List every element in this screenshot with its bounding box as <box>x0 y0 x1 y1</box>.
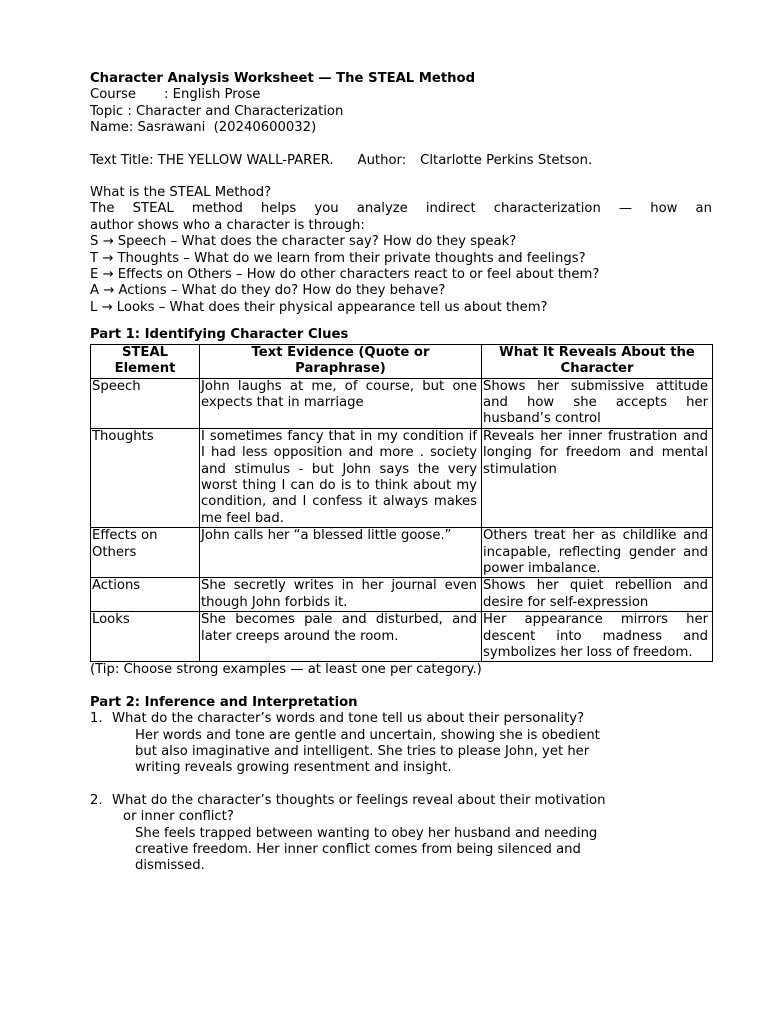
author-label: Author: <box>357 152 407 168</box>
steal-item-speech: S → Speech – What does the character say? How do they speak? <box>90 234 517 250</box>
tip-text: (Tip: Choose strong examples — at least one per category.) <box>90 662 482 678</box>
question-text-line-1: What do the character’s thoughts or feelings reveal about their motivation <box>112 792 606 808</box>
table-row <box>91 378 713 428</box>
topic-line: Topic : Character and Characterization <box>90 103 344 119</box>
course-line <box>90 87 712 103</box>
steal-item-looks: L → Looks – What does their physical appearance tell us about them? <box>90 299 548 315</box>
question-number: 2. <box>90 792 103 808</box>
evidence-cell: I sometimes fancy that in my condition if I had less opposition and more . society and stimulus - but John says the very worst thing I can do is to think about my condition, and I confess it always makes me feel bad. <box>200 428 482 527</box>
reveals-cell: Others treat her as childlike and incapable, reflecting gender and power imbalance. <box>482 528 713 578</box>
evidence-cell: She becomes pale and disturbed, and later creeps around the room. <box>200 612 482 662</box>
question-1 <box>90 711 712 727</box>
answer-2 <box>90 826 712 875</box>
steal-item-thoughts: T → Thoughts – What do we learn from their private thoughts and feelings? <box>90 250 586 266</box>
question-text-line-2: or inner conflict? <box>123 809 234 825</box>
element-cell: Looks <box>91 612 200 662</box>
worksheet-title: Character Analysis Worksheet — The STEAL Method <box>90 71 476 86</box>
element-cell: Effects on Others <box>91 528 200 578</box>
column-header-element: STEAL Element <box>91 344 200 378</box>
reveals-cell: Shows her quiet rebellion and desire for self-expression <box>482 578 713 612</box>
question-2 <box>90 793 712 826</box>
table-row <box>91 528 713 578</box>
evidence-cell: John calls her “a blessed little goose.” <box>200 528 482 578</box>
student-name: Name: Sasrawani (20240600032) <box>90 120 317 136</box>
reveals-cell: Shows her submissive attitude and how she accepts her husband’s control <box>482 378 713 428</box>
answer-line: She feels trapped between wanting to obey her husband and needing <box>135 825 598 841</box>
course-value: : English Prose <box>164 87 261 103</box>
answer-line: writing reveals growing resentment and insight. <box>135 760 452 776</box>
course-label: Course <box>90 87 137 103</box>
column-header-evidence: Text Evidence (Quote or Paraphrase) <box>200 344 482 378</box>
table-row <box>91 428 713 527</box>
reveals-cell: Reveals her inner frustration and longing for freedom and mental stimulation <box>482 428 713 527</box>
text-title: Text Title: THE YELLOW WALL-PARER. <box>90 152 334 168</box>
answer-line: creative freedom. Her inner conflict comes from being silenced and <box>135 842 581 858</box>
steal-item-actions: A → Actions – What do they do? How do they behave? <box>90 283 446 299</box>
answer-line: but also imaginative and intelligent. She tries to please John, yet her <box>135 744 590 760</box>
worksheet-page <box>90 71 712 875</box>
element-cell: Speech <box>91 378 200 428</box>
question-number: 1. <box>90 711 103 727</box>
steal-paragraph-line-1: The STEAL method helps you analyze indirect characterization — how an <box>90 201 712 217</box>
table-row <box>91 612 713 662</box>
evidence-cell: She secretly writes in her journal even though John forbids it. <box>200 578 482 612</box>
steal-table <box>90 344 713 663</box>
question-text: What do the character’s words and tone tell us about their personality? <box>112 711 585 727</box>
text-title-line <box>90 153 712 169</box>
answer-line: Her words and tone are gentle and uncertain, showing she is obedient <box>135 727 600 743</box>
table-row <box>91 578 713 612</box>
steal-item-effects: E → Effects on Others – How do other characters react to or feel about them? <box>90 267 600 283</box>
table-header-row <box>91 344 713 378</box>
steal-paragraph-line-2: author shows who a character is through: <box>90 217 365 233</box>
element-cell: Actions <box>91 578 200 612</box>
part2-heading: Part 2: Inference and Interpretation <box>90 694 358 710</box>
element-cell: Thoughts <box>91 428 200 527</box>
answer-1 <box>90 728 712 777</box>
reveals-cell: Her appearance mirrors her descent into madness and symbolizes her loss of freedom. <box>482 612 713 662</box>
author-value: Cltarlotte Perkins Stetson. <box>420 152 593 168</box>
part1-heading: Part 1: Identifying Character Clues <box>90 327 349 343</box>
column-header-reveals: What It Reveals About the Character <box>482 344 713 378</box>
answer-line: dismissed. <box>135 858 205 874</box>
steal-question: What is the STEAL Method? <box>90 185 272 201</box>
evidence-cell: John laughs at me, of course, but one expects that in marriage <box>200 378 482 428</box>
